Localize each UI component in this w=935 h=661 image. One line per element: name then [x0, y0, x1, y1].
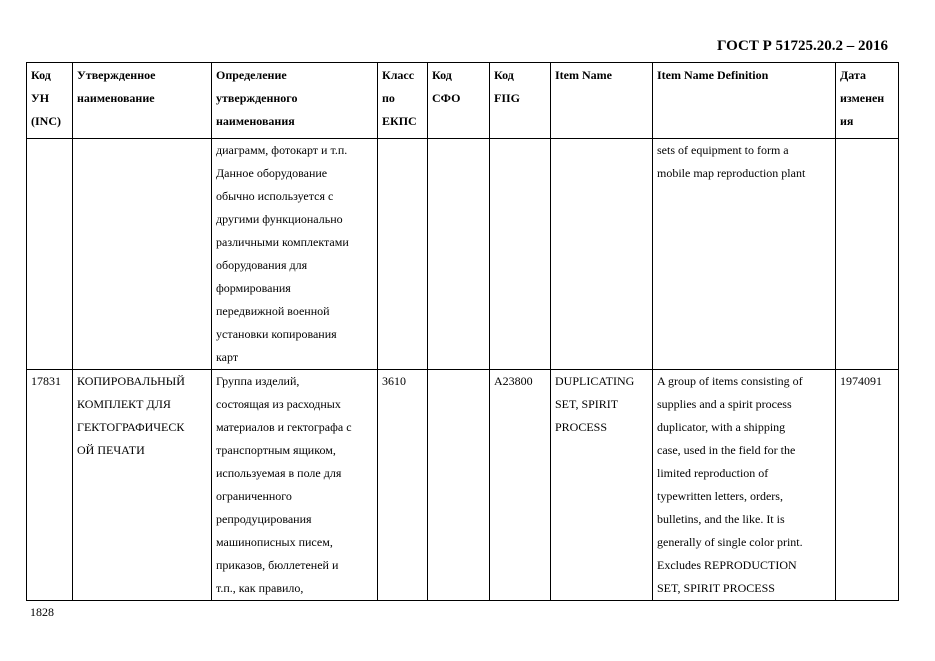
cell-text-line: Код	[494, 68, 514, 82]
cell-sfo	[428, 139, 490, 370]
cell-text-line: изменен	[840, 91, 885, 105]
cell-date	[836, 139, 899, 370]
cell-text-line: приказов, бюллетеней и	[216, 558, 339, 572]
header-definition	[212, 63, 378, 139]
cell-text-line: обычно используется с	[216, 189, 334, 203]
cell-text-line: ЕКПС	[382, 114, 417, 128]
cell-text-line: различными комплектами	[216, 235, 349, 249]
cell-definition-ru	[212, 139, 378, 370]
cell-text-line: установки копирования	[216, 327, 337, 341]
cell-text-line: (INC)	[31, 114, 61, 128]
header-row	[27, 63, 899, 139]
cell-text-line: ОЙ ПЕЧАТИ	[77, 443, 145, 457]
document-code: ГОСТ Р 51725.20.2 – 2016	[716, 38, 888, 54]
cell-text-line: репродуцирования	[216, 512, 312, 526]
cell-text-line: утвержденного	[216, 91, 298, 105]
cell-text-line: УН	[31, 91, 50, 105]
cell-sfo	[428, 370, 490, 601]
cell-text-line: КОМПЛЕКТ ДЛЯ	[77, 397, 171, 411]
cell-text-line: DUPLICATING	[555, 374, 635, 388]
header-item-name	[551, 63, 653, 139]
cell-text-line: duplicator, with a shipping	[657, 420, 786, 434]
cell-text-line: case, used in the field for the	[657, 443, 796, 457]
cell-text-line: SET, SPIRIT PROCESS	[657, 581, 775, 595]
cell-date: 1974091	[836, 370, 899, 601]
header-date	[836, 63, 899, 139]
cell-text-line: СФО	[432, 91, 461, 105]
cell-text-line: машинописных писем,	[216, 535, 333, 549]
header-approved-name	[73, 63, 212, 139]
cell-text-line: PROCESS	[555, 420, 608, 434]
cell-inc: 17831	[27, 370, 73, 601]
cell-text-line: ГЕКТОГРАФИЧЕСК	[77, 420, 185, 434]
table-row	[27, 370, 899, 601]
cell-text-line: Класс	[382, 68, 415, 82]
cell-text-line: Item Name Definition	[657, 68, 769, 82]
cell-text-line: передвижной военной	[216, 304, 330, 318]
cell-text-line: по	[382, 91, 395, 105]
cell-text-line: bulletins, and the like. It is	[657, 512, 785, 526]
cell-text-line: Код	[31, 68, 51, 82]
cell-text-line: ограниченного	[216, 489, 292, 503]
cell-definition-en	[653, 139, 836, 370]
cell-text-line: другими функционально	[216, 212, 343, 226]
cell-text-line: Дата	[840, 68, 866, 82]
page-number: 1828	[30, 605, 54, 619]
cell-text-line: ия	[840, 114, 854, 128]
cell-text-line: Группа изделий,	[216, 374, 300, 388]
header-fiig	[490, 63, 551, 139]
cell-text-line: наименование	[77, 91, 155, 105]
cell-text-line: A group of items consisting of	[657, 374, 803, 388]
cell-text-line: используемая в поле для	[216, 466, 342, 480]
cell-text-line: карт	[216, 350, 239, 364]
cell-text-line: typewritten letters, orders,	[657, 489, 783, 503]
cell-name-ru	[73, 139, 212, 370]
cell-text-line: mobile map reproduction plant	[657, 166, 806, 180]
cell-text-line: КОПИРОВАЛЬНЫЙ	[77, 374, 185, 388]
cell-text-line: sets of equipment to form a	[657, 143, 789, 157]
catalog-table	[26, 62, 899, 601]
cell-text-line: материалов и гектографа с	[216, 420, 352, 434]
cell-text-line: SET, SPIRIT	[555, 397, 619, 411]
cell-text-line: Excludes REPRODUCTION	[657, 558, 797, 572]
cell-text-line: Утвержденное	[77, 68, 156, 82]
cell-text-line: диаграмм, фотокарт и т.п.	[216, 143, 348, 157]
cell-text-line: Данное оборудование	[216, 166, 328, 180]
header-item-definition	[653, 63, 836, 139]
cell-definition-ru	[212, 370, 378, 601]
cell-text-line: Определение	[216, 68, 287, 82]
cell-name-ru	[73, 370, 212, 601]
cell-text-line: generally of single color print.	[657, 535, 803, 549]
cell-text-line: т.п., как правило,	[216, 581, 304, 595]
cell-inc	[27, 139, 73, 370]
cell-text-line: limited reproduction of	[657, 466, 769, 480]
cell-item-name	[551, 139, 653, 370]
cell-text-line: supplies and a spirit process	[657, 397, 792, 411]
cell-fiig: A23800	[490, 370, 551, 601]
cell-text-line: транспортным ящиком,	[216, 443, 336, 457]
cell-definition-en	[653, 370, 836, 601]
cell-text-line: Item Name	[555, 68, 612, 82]
header-sfo	[428, 63, 490, 139]
cell-text-line: оборудования для	[216, 258, 308, 272]
cell-class	[378, 139, 428, 370]
cell-fiig	[490, 139, 551, 370]
cell-text-line: наименования	[216, 114, 295, 128]
header-inc	[27, 63, 73, 139]
continuation-row	[27, 139, 899, 370]
cell-text-line: Код	[432, 68, 452, 82]
header-class	[378, 63, 428, 139]
cell-class: 3610	[378, 370, 428, 601]
cell-text-line: FIIG	[494, 91, 521, 105]
cell-text-line: формирования	[216, 281, 291, 295]
cell-text-line: состоящая из расходных	[216, 397, 341, 411]
cell-item-name	[551, 370, 653, 601]
